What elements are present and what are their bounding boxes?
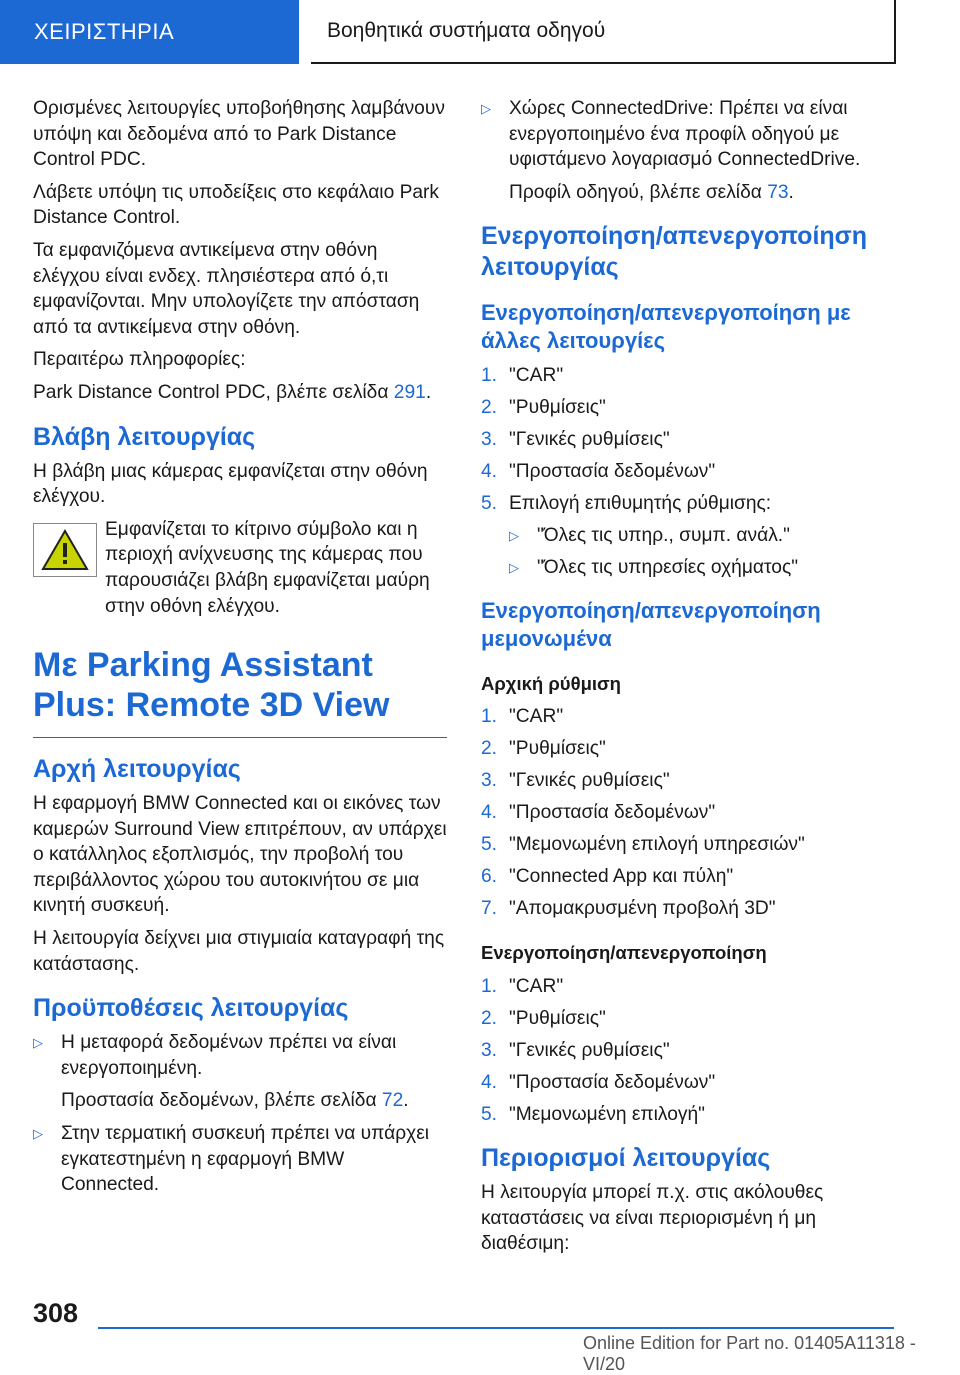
list-item: 4. "Προστασία δεδομένων" — [481, 1071, 716, 1093]
list-item: 4. "Προστασία δεδομένων" — [481, 802, 716, 824]
list-item: 3. "Γενικές ρυθμίσεις" — [481, 429, 670, 451]
right-column — [481, 96, 893, 1264]
list-item: ▷ Χώρες ConnectedDrive: Πρέπει να είναι ενεργοποιημένο ένα προφίλ οδηγού με υφιστάμενο λογαριασμό ConnectedDrive. — [481, 96, 893, 173]
list-item: 1. "CAR" — [481, 706, 564, 728]
page-link[interactable]: 72 — [381, 1090, 404, 1112]
heading-initial-setting: Αρχική ρύθμιση — [481, 672, 621, 694]
list-item: 2. "Ρυθμίσεις" — [481, 1007, 606, 1029]
triangle-right-icon: ▷ — [509, 560, 519, 576]
paragraph: Park Distance Control PDC, βλέπε σελίδα 291. — [33, 381, 432, 403]
list-item: 7. "Απομακρυσμένη προβολή 3D" — [481, 898, 776, 920]
paragraph: Η εφαρμογή BMW Connected και οι εικόνες των καμερών Surround View επιτρέπουν, αν υπάρχει ο κατάλληλος εξοπλισμός, την προβολή του περιβάλλοντος χώρου του αυτοκινήτου σε μια κινητή συσκευή. — [33, 793, 447, 917]
heading-limits: Περιορισμοί λειτουργίας — [481, 1144, 771, 1173]
triangle-right-icon: ▷ — [481, 101, 491, 116]
list-item: ▷ Η μεταφορά δεδομένων πρέπει να είναι ενεργοποιημένη. — [33, 1030, 447, 1081]
paragraph: Τα εμφανιζόμενα αντικείμενα στην οθόνη ελέγχου είναι ενδεχ. πλησιέστερα από ό,τι εμφανίζονται. Μην υπολογίζετε την απόσταση από τα αντικείμενα στην οθόνη. — [33, 239, 420, 338]
list-item-note: Προστασία δεδομένων, βλέπε σελίδα 72. — [61, 1090, 409, 1112]
list-item: ▷ "Όλες τις υπηρ., συμπ. ανάλ." — [481, 523, 893, 549]
paragraph: Η λειτουργία δείχνει μια στιγμιαία καταγραφή της κατάστασης. — [33, 928, 445, 975]
numbered-list-3 — [481, 974, 893, 1128]
main-heading: Με Parking Assistant Plus: Remote 3D View — [33, 645, 447, 738]
list-item: ▷ Στην τερματική συσκευή πρέπει να υπάρχει εγκατεστημένη η εφαρμογή BMW Connected. — [33, 1121, 447, 1198]
paragraph: Η λειτουργία μπορεί π.χ. στις ακόλουθες καταστάσεις να είναι περιορισμένη ή μη διαθέσιμη: — [481, 1182, 824, 1255]
paragraph: Περαιτέρω πληροφορίες: — [33, 349, 246, 371]
header-section: ΧΕΙΡΙΣΤΗΡΙΑ — [0, 0, 299, 64]
triangle-right-icon: ▷ — [33, 1126, 43, 1142]
heading-with-others: Ενεργοποίηση/απενεργοποίηση με άλλες λειτουργίες — [481, 300, 851, 354]
heading-individual: Ενεργοποίηση/απενεργοποίηση μεμονωμένα — [481, 597, 821, 651]
paragraph: Η βλάβη μιας κάμερας εμφανίζεται στην οθόνη ελέγχου. — [33, 460, 428, 508]
warning-text: Εμφανίζεται το κίτρινο σύμβολο και η περιοχή ανίχνευσης της κάμερας που παρουσιάζει βλάβη εμφανίζεται μαύρη στην οθόνη ελέγχου. — [105, 518, 430, 617]
numbered-list-1 — [481, 363, 893, 581]
paragraph: Ορισμένες λειτουργίες υποβοήθησης λαμβάνουν υπόψη και δεδομένα από το Park Distance Control PDC. — [33, 98, 445, 171]
triangle-right-icon: ▷ — [33, 1035, 43, 1051]
heading-fault: Βλάβη λειτουργίας — [33, 422, 256, 451]
list-item: 2. "Ρυθμίσεις" — [481, 738, 606, 760]
warning-note — [33, 517, 447, 619]
paragraph: Λάβετε υπόψη τις υποδείξεις στο κεφάλαιο Park Distance Control. — [33, 181, 440, 229]
list-item: 5. "Μεμονωμένη επιλογή υπηρεσιών" — [481, 834, 805, 856]
footer-divider — [98, 1327, 894, 1329]
page-number: 308 — [33, 1298, 79, 1328]
list-item: 3. "Γενικές ρυθμίσεις" — [481, 770, 670, 792]
list-item: 1. "CAR" — [481, 365, 564, 387]
page-link[interactable]: 73 — [767, 181, 789, 203]
list-item-note: Προφίλ οδηγού, βλέπε σελίδα 73. — [509, 181, 794, 203]
list-item: 1. "CAR" — [481, 975, 564, 997]
warning-triangle-icon — [33, 523, 97, 577]
triangle-right-icon: ▷ — [509, 528, 519, 544]
list-item: 6. "Connected App και πύλη" — [481, 866, 734, 888]
list-item: 2. "Ρυθμίσεις" — [481, 397, 606, 419]
list-item: 5. Επιλογή επιθυμητής ρύθμισης: — [481, 493, 772, 515]
list-item: 4. "Προστασία δεδομένων" — [481, 461, 716, 483]
left-column — [33, 96, 447, 1205]
heading-prerequisites: Προϋποθέσεις λειτουργίας — [33, 994, 349, 1023]
edition-text: Online Edition for Part no. 01405A11318 - VI/20 — [583, 1333, 916, 1374]
list-item: 3. "Γενικές ρυθμίσεις" — [481, 1039, 670, 1061]
page-link[interactable]: 291 — [393, 381, 426, 403]
heading-toggle: Ενεργοποίηση/απενεργοποίηση — [481, 941, 767, 963]
header-chapter: Βοηθητικά συστήματα οδηγού — [311, 0, 896, 64]
numbered-list-2 — [481, 704, 893, 922]
list-item: ▷ "Όλες τις υπηρεσίες οχήματος" — [481, 555, 893, 581]
heading-principle: Αρχή λειτουργίας — [33, 755, 241, 784]
heading-on-off: Ενεργοποίηση/απενεργοποίηση λειτουργίας — [481, 222, 868, 282]
list-item: 5. "Μεμονωμένη επιλογή" — [481, 1103, 705, 1125]
